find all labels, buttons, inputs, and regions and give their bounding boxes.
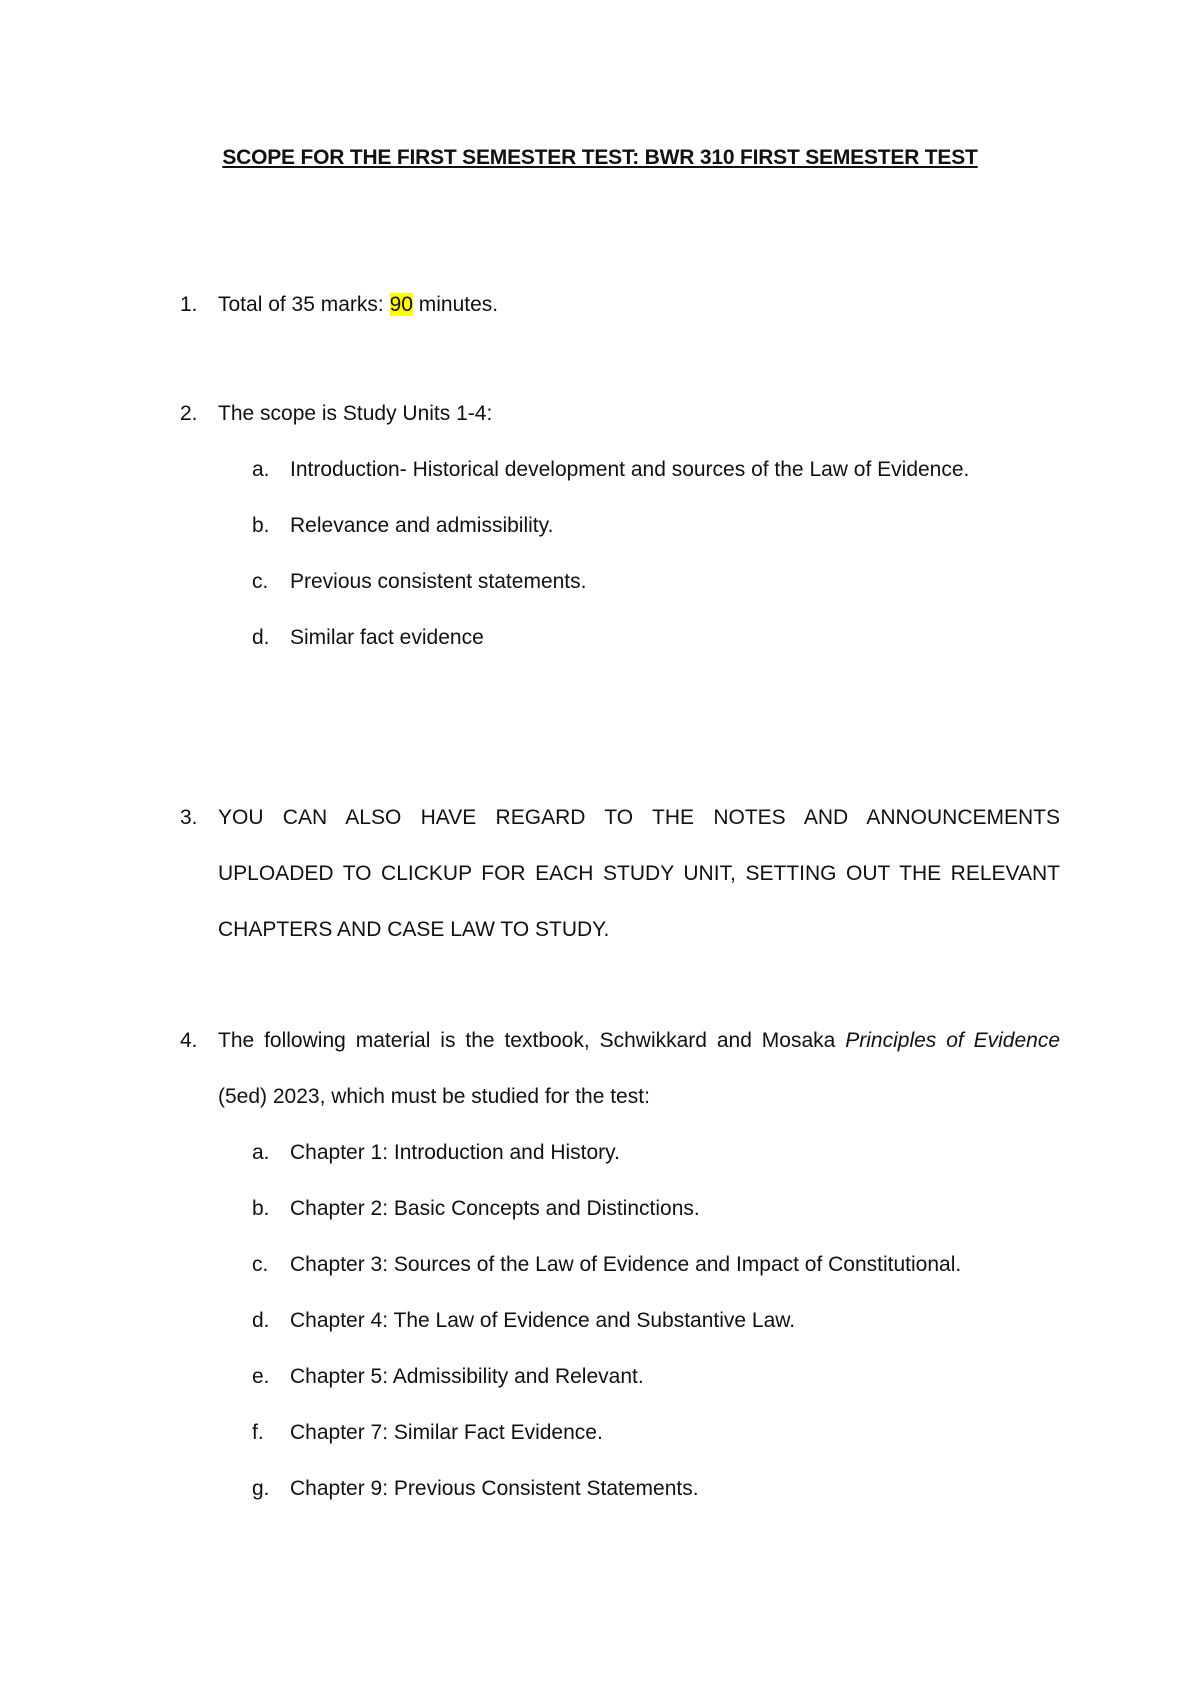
sub-item-text: Chapter 4: The Law of Evidence and Substantive Law.: [290, 1309, 796, 1332]
sub-item: [252, 1293, 1060, 1349]
sub-item-text: Introduction- Historical development and sources of the Law of Evidence.: [290, 458, 970, 481]
sub-item: [252, 1181, 1060, 1237]
sub-item-text: Relevance and admissibility.: [290, 514, 554, 537]
sub-item: [252, 1237, 1060, 1293]
sub-item-text: Previous consistent statements.: [290, 570, 587, 593]
list-item-1: [180, 277, 1060, 333]
list-item-text: YOU CAN ALSO HAVE REGARD TO THE NOTES AND ANNOUNCEMENTS UPLOADED TO CLICKUP FOR EACH STUDY UNIT, SETTING OUT THE RELEVANT CHAPTERS AND CASE LAW TO STUDY.: [218, 806, 1060, 941]
sub-item-text: Chapter 7: Similar Fact Evidence.: [290, 1421, 603, 1444]
sub-item-text: Chapter 2: Basic Concepts and Distinctions.: [290, 1197, 700, 1220]
sub-item-text: Chapter 1: Introduction and History.: [290, 1141, 620, 1164]
textbook-edition-text: (5ed) 2023, which must be studied for the test:: [218, 1085, 650, 1108]
list-item-text: [218, 1013, 1060, 1125]
sub-item-letter: e.: [252, 1365, 270, 1388]
sub-item-letter: c.: [252, 1253, 269, 1276]
sub-item: [252, 1125, 1060, 1181]
list-item-4: [180, 1013, 1060, 1517]
sub-item-letter: d.: [252, 1309, 270, 1332]
sub-item: [252, 498, 1060, 554]
sub-item: [252, 1405, 1060, 1461]
sub-item-letter: d.: [252, 626, 270, 649]
sub-item: [252, 554, 1060, 610]
list-number: 3.: [180, 806, 198, 829]
list-number: 4.: [180, 1029, 198, 1052]
list-item-3: [180, 790, 1060, 958]
sub-item-text: Chapter 9: Previous Consistent Statements.: [290, 1477, 699, 1500]
textbook-intro-text: The following material is the textbook, Schwikkard and Mosaka: [218, 1029, 846, 1052]
textbook-title: Principles of Evidence: [845, 1029, 1060, 1052]
sub-item-letter: b.: [252, 514, 270, 537]
list-number: 1.: [180, 293, 198, 316]
sub-item: [252, 1349, 1060, 1405]
list-item-2: [180, 386, 1060, 666]
sub-item-text: Similar fact evidence: [290, 626, 484, 649]
sub-item-letter: g.: [252, 1477, 270, 1500]
sub-item-letter: c.: [252, 570, 269, 593]
sub-item-letter: b.: [252, 1197, 270, 1220]
document-title: SCOPE FOR THE FIRST SEMESTER TEST: BWR 310 FIRST SEMESTER TEST: [222, 146, 978, 169]
sub-item: [252, 1461, 1060, 1517]
sub-item-letter: a.: [252, 1141, 270, 1164]
marks-text: Total of 35 marks:: [218, 293, 390, 316]
sub-item-letter: f.: [252, 1421, 264, 1444]
sub-item-letter: a.: [252, 458, 270, 481]
minutes-text: minutes.: [412, 293, 499, 316]
sub-item-text: Chapter 5: Admissibility and Relevant.: [290, 1365, 644, 1388]
sub-item: [252, 442, 1060, 498]
list-item-text: [218, 277, 1060, 333]
list-number: 2.: [180, 402, 198, 425]
sub-item-text: Chapter 3: Sources of the Law of Evidence and Impact of Constitutional.: [290, 1253, 962, 1276]
list-item-text: The scope is Study Units 1-4:: [218, 402, 493, 425]
highlighted-minutes: 90: [389, 293, 413, 316]
sub-item: [252, 610, 1060, 666]
